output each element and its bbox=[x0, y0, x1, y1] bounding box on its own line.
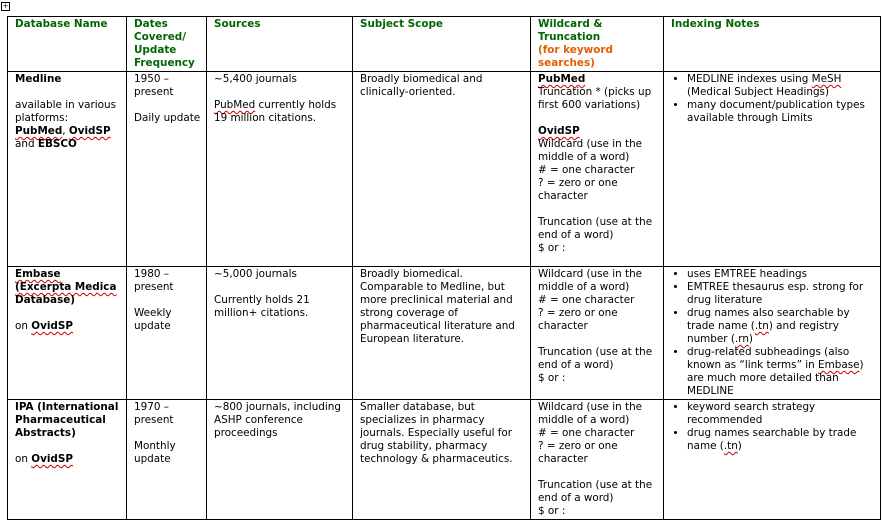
list-item-text: ) and registry number ( bbox=[687, 320, 839, 345]
header-wildcard-note: (for keyword searches) bbox=[538, 44, 613, 69]
platform-name: EBSCO bbox=[37, 138, 77, 150]
availability-label: available in various platforms: bbox=[15, 99, 117, 124]
platform-text bbox=[15, 320, 121, 333]
platform-prefix: on bbox=[15, 320, 32, 332]
update-frequency: Daily update bbox=[134, 112, 201, 124]
conjunction-text: and bbox=[15, 138, 35, 150]
list-item-text: MeSH bbox=[811, 73, 842, 85]
cell-database-name bbox=[8, 267, 127, 400]
wildcard-note: Wildcard (use in the middle of a word) bbox=[538, 268, 643, 293]
list-item-text: ) bbox=[748, 333, 753, 345]
question-note: ? = zero or one character bbox=[538, 307, 618, 332]
list-item-text: drug names also searchable by trade name ( bbox=[687, 307, 850, 332]
hash-note: # = one character bbox=[538, 427, 635, 439]
list-item-text: Embase bbox=[818, 359, 860, 371]
table-row bbox=[8, 72, 881, 267]
list-item bbox=[687, 427, 875, 453]
header-sources: Sources bbox=[207, 17, 353, 72]
header-subject-scope: Subject Scope bbox=[353, 17, 531, 72]
table-row bbox=[8, 400, 881, 520]
platform-text bbox=[15, 453, 121, 466]
list-item-text: drug names searchable by trade name ( bbox=[687, 427, 857, 452]
cell-wildcard bbox=[531, 72, 664, 267]
header-row bbox=[8, 17, 881, 72]
cell-database-name bbox=[8, 72, 127, 267]
list-item-text: ) are much more detailed than MEDLINE bbox=[687, 359, 864, 397]
database-comparison-table bbox=[7, 16, 881, 520]
list-item-text: .rn bbox=[734, 333, 749, 345]
indexing-list bbox=[671, 73, 875, 125]
database-name: Medline bbox=[15, 73, 62, 85]
platform-label: PubMed bbox=[538, 73, 586, 85]
list-item-text: ) bbox=[737, 440, 742, 452]
list-item: • uses EMTREE headings bbox=[687, 268, 875, 281]
indexing-list bbox=[671, 401, 875, 453]
cell-indexing-notes bbox=[664, 400, 881, 520]
cell-sources bbox=[207, 72, 353, 267]
date-range: 1970 – present bbox=[134, 401, 174, 426]
list-item-text: .tn bbox=[723, 440, 738, 452]
platform-name: OvidSP bbox=[31, 320, 73, 332]
cell-database-name bbox=[8, 400, 127, 520]
question-note: ? = zero or one character bbox=[538, 440, 618, 465]
indexing-list bbox=[671, 268, 875, 398]
cell-subject-scope: Smaller database, but specializes in pharmacy journals. Especially useful for drug stability, pharmacy technology & pharmaceutics. bbox=[353, 400, 531, 520]
list-item bbox=[687, 307, 875, 346]
dollar-note: $ or : bbox=[538, 242, 566, 254]
cell-indexing-notes bbox=[664, 267, 881, 400]
hash-note: # = one character bbox=[538, 164, 635, 176]
dollar-note: $ or : bbox=[538, 505, 566, 517]
list-item-text: MEDLINE indexes using bbox=[687, 73, 812, 85]
question-note: ? = zero or one character bbox=[538, 177, 618, 202]
citation-rest: currently holds 19 million citations. bbox=[214, 99, 337, 124]
wildcard-note: Wildcard (use in the middle of a word) bbox=[538, 138, 643, 163]
list-item bbox=[687, 346, 875, 398]
header-wildcard-truncation bbox=[531, 17, 664, 72]
journal-count: ~5,000 journals bbox=[214, 268, 297, 280]
table-row bbox=[8, 267, 881, 400]
table-move-handle-icon[interactable]: + bbox=[2, 2, 9, 10]
platform-label: OvidSP bbox=[538, 125, 580, 137]
header-database-name: Database Name bbox=[8, 17, 127, 72]
availability-text: available in various platforms: PubMed, OvidSP and EBSCO bbox=[15, 99, 117, 150]
database-name: IPA (International Pharmaceutical Abstracts) bbox=[15, 401, 119, 439]
cell-sources bbox=[207, 267, 353, 400]
cell-sources: ~800 journals, including ASHP conference proceedings bbox=[207, 400, 353, 520]
list-item: • keyword search strategy recommended bbox=[687, 401, 875, 427]
database-name-part: Database) bbox=[15, 294, 76, 306]
cell-wildcard bbox=[531, 400, 664, 520]
database-name-part: (Excerpta Medica bbox=[15, 281, 117, 293]
cell-dates bbox=[127, 72, 207, 267]
date-range: 1950 – present bbox=[134, 73, 174, 98]
citation-count: Currently holds 21 million+ citations. bbox=[214, 294, 310, 319]
header-indexing-notes: Indexing Notes bbox=[664, 17, 881, 72]
truncation-note: Truncation (use at the end of a word) bbox=[538, 479, 653, 504]
header-wildcard-label: Wildcard & Truncation bbox=[538, 18, 603, 43]
list-item: • EMTREE thesaurus esp. strong for drug literature bbox=[687, 281, 875, 307]
cell-indexing-notes bbox=[664, 72, 881, 267]
cell-dates bbox=[127, 400, 207, 520]
citation-prefix: PubMed bbox=[214, 99, 256, 111]
platform-prefix: on bbox=[15, 453, 32, 465]
dollar-note: $ or : bbox=[538, 372, 566, 384]
header-dates: Dates Covered/ Update Frequency bbox=[127, 17, 207, 72]
list-item bbox=[687, 73, 875, 99]
truncation-note: Truncation (use at the end of a word) bbox=[538, 346, 653, 371]
list-item-text: .tn bbox=[754, 320, 769, 332]
platform-name: OvidSP bbox=[31, 453, 73, 465]
database-name bbox=[15, 268, 121, 307]
cell-subject-scope: Broadly biomedical and clinically-oriented. bbox=[353, 72, 531, 267]
journal-count: ~5,400 journals bbox=[214, 73, 297, 85]
truncation-note: Truncation (use at the end of a word) bbox=[538, 216, 653, 241]
cell-wildcard bbox=[531, 267, 664, 400]
list-item-text: drug-related subheadings (also known as “link terms” in bbox=[687, 346, 850, 371]
cell-subject-scope: Broadly biomedical. Comparable to Medline, but more preclinical material and strong coverage of pharmaceutical literature and European literature. bbox=[353, 267, 531, 400]
platform-name: PubMed bbox=[15, 125, 63, 137]
wildcard-note: Wildcard (use in the middle of a word) bbox=[538, 401, 643, 426]
citation-count bbox=[214, 99, 347, 125]
platform-name: OvidSP bbox=[68, 125, 111, 137]
hash-note: # = one character bbox=[538, 294, 635, 306]
list-item-text: (Medical Subject Headings) bbox=[687, 86, 830, 98]
list-item: • many document/publication types available through Limits bbox=[687, 99, 875, 125]
date-range: 1980 – present bbox=[134, 268, 174, 293]
update-frequency: Monthly update bbox=[134, 440, 176, 465]
truncation-note: Truncation * (picks up first 600 variations) bbox=[538, 86, 652, 111]
database-name-part: Embase bbox=[15, 268, 61, 280]
cell-dates bbox=[127, 267, 207, 400]
update-frequency: Weekly update bbox=[134, 307, 172, 332]
